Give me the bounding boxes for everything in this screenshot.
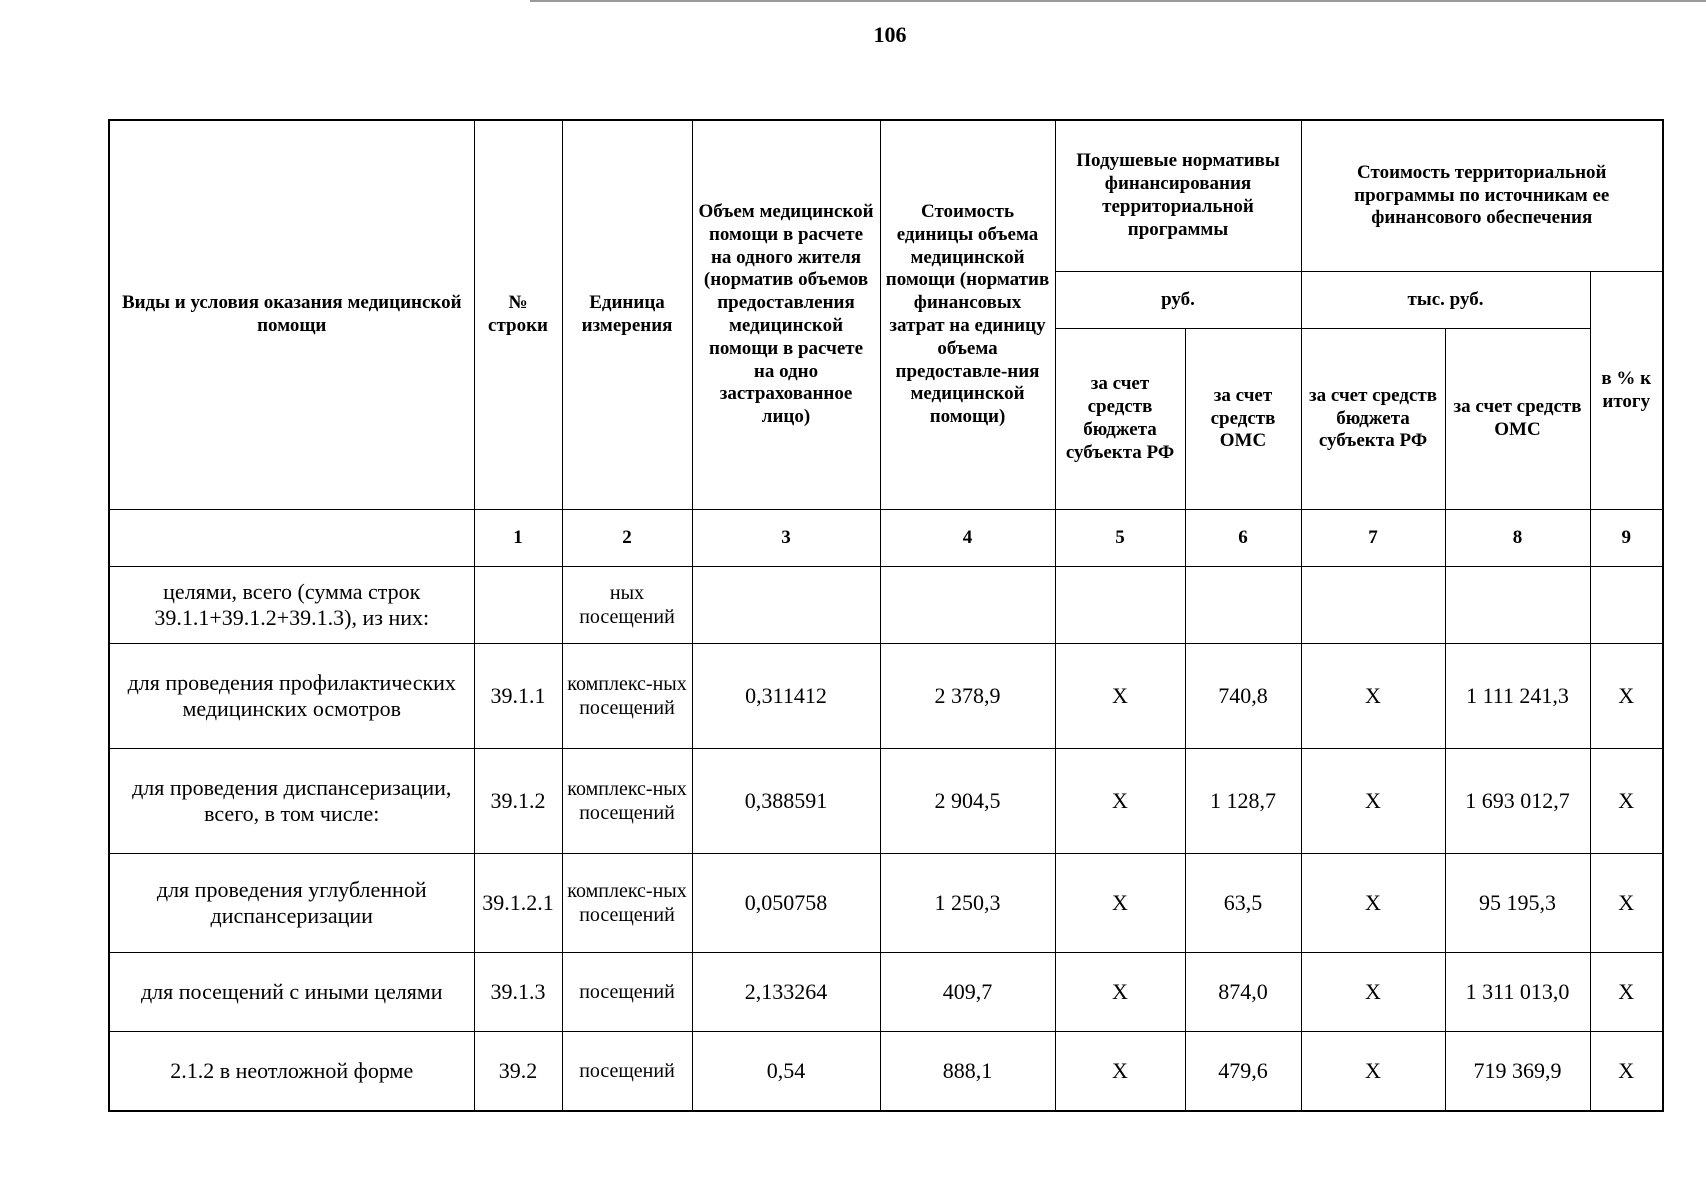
cell-unit-cost: 888,1 — [880, 1032, 1055, 1112]
cell-unit-cost: 409,7 — [880, 953, 1055, 1032]
cell-unit-cost: 1 250,3 — [880, 854, 1055, 953]
cell-volume: 0,54 — [692, 1032, 880, 1112]
cell-oms-b: 1 693 012,7 — [1445, 749, 1590, 854]
cell-oms-b: 719 369,9 — [1445, 1032, 1590, 1112]
cell-oms-a — [1185, 567, 1301, 644]
cell-row-number: 39.1.2 — [474, 749, 562, 854]
cell-volume: 0,311412 — [692, 644, 880, 749]
financing-table — [108, 119, 1664, 1112]
table-row — [109, 749, 1663, 854]
header-percent: в % к итогу — [1590, 272, 1663, 510]
cell-percent — [1590, 567, 1663, 644]
cell-oms-b — [1445, 567, 1590, 644]
table-row — [109, 644, 1663, 749]
top-rule — [530, 0, 1706, 2]
cell-row-number: 39.1.1 — [474, 644, 562, 749]
header-unit-cost: Стоимость единицы объема медицинской помощи (норматив финансовых затрат на единицу объема предоставле-ния медицинской помощи) — [880, 120, 1055, 510]
col-number: 4 — [880, 510, 1055, 567]
cell-unit: ных посещений — [562, 567, 692, 644]
table-row — [109, 854, 1663, 953]
cell-row-number: 39.1.3 — [474, 953, 562, 1032]
header-thousand-rub: тыс. руб. — [1301, 272, 1590, 329]
col-number: 1 — [474, 510, 562, 567]
cell-budget-b: X — [1301, 953, 1445, 1032]
table-row — [109, 567, 1663, 644]
cell-budget-a: X — [1055, 953, 1185, 1032]
cell-unit: комплекс-ных посещений — [562, 644, 692, 749]
header-per-capita-norms: Подушевые нормативы финансирования территориальной программы — [1055, 120, 1301, 272]
cell-row-number: 39.2 — [474, 1032, 562, 1112]
header-kinds: Виды и условия оказания медицинской помощи — [109, 120, 474, 510]
cell-unit-cost — [880, 567, 1055, 644]
cell-oms-b: 1 111 241,3 — [1445, 644, 1590, 749]
cell-budget-a: X — [1055, 1032, 1185, 1112]
cell-unit: комплекс-ных посещений — [562, 854, 692, 953]
cell-budget-a: X — [1055, 854, 1185, 953]
cell-oms-b: 95 195,3 — [1445, 854, 1590, 953]
cell-budget-a: X — [1055, 644, 1185, 749]
table-row — [109, 953, 1663, 1032]
header-oms-b: за счет средств ОМС — [1445, 329, 1590, 510]
cell-budget-b: X — [1301, 749, 1445, 854]
cell-budget-b: X — [1301, 1032, 1445, 1112]
cell-percent: X — [1590, 854, 1663, 953]
cell-oms-a: 874,0 — [1185, 953, 1301, 1032]
cell-kind: целями, всего (сумма строк 39.1.1+39.1.2+39.1.3), из них: — [109, 567, 474, 644]
cell-kind: для проведения углубленной диспансеризации — [109, 854, 474, 953]
cell-budget-a: X — [1055, 749, 1185, 854]
header-budget-b: за счет средств бюджета субъекта РФ — [1301, 329, 1445, 510]
cell-unit: посещений — [562, 1032, 692, 1112]
cell-percent: X — [1590, 749, 1663, 854]
cell-kind: для посещений с иными целями — [109, 953, 474, 1032]
header-unit: Единица измерения — [562, 120, 692, 510]
col-number — [109, 510, 474, 567]
cell-row-number — [474, 567, 562, 644]
cell-kind: для проведения диспансеризации, всего, в том числе: — [109, 749, 474, 854]
cell-budget-b: X — [1301, 854, 1445, 953]
header-oms-a: за счет средств ОМС — [1185, 329, 1301, 510]
cell-volume: 0,388591 — [692, 749, 880, 854]
cell-oms-a: 1 128,7 — [1185, 749, 1301, 854]
col-number: 9 — [1590, 510, 1663, 567]
table-row — [109, 1032, 1663, 1112]
cell-unit: комплекс-ных посещений — [562, 749, 692, 854]
cell-kind: 2.1.2 в неотложной форме — [109, 1032, 474, 1112]
cell-unit: посещений — [562, 953, 692, 1032]
cell-oms-a: 740,8 — [1185, 644, 1301, 749]
cell-oms-b: 1 311 013,0 — [1445, 953, 1590, 1032]
col-number: 6 — [1185, 510, 1301, 567]
header-rub: руб. — [1055, 272, 1301, 329]
cell-percent: X — [1590, 644, 1663, 749]
col-number: 8 — [1445, 510, 1590, 567]
cell-budget-b — [1301, 567, 1445, 644]
cell-unit-cost: 2 378,9 — [880, 644, 1055, 749]
cell-percent: X — [1590, 1032, 1663, 1112]
page-number: 106 — [873, 22, 907, 47]
cell-volume: 2,133264 — [692, 953, 880, 1032]
col-number: 7 — [1301, 510, 1445, 567]
cell-percent: X — [1590, 953, 1663, 1032]
header-volume: Объем медицинской помощи в расчете на одного жителя (норматив объемов предоставления медицинской помощи в расчете на одно застрахованное лицо) — [692, 120, 880, 510]
cell-budget-b: X — [1301, 644, 1445, 749]
cell-unit-cost: 2 904,5 — [880, 749, 1055, 854]
cell-oms-a: 63,5 — [1185, 854, 1301, 953]
col-number: 5 — [1055, 510, 1185, 567]
cell-row-number: 39.1.2.1 — [474, 854, 562, 953]
cell-kind: для проведения профилактических медицинских осмотров — [109, 644, 474, 749]
col-number: 2 — [562, 510, 692, 567]
header-program-cost: Стоимость территориальной программы по источникам ее финансового обеспечения — [1301, 120, 1663, 272]
cell-volume: 0,050758 — [692, 854, 880, 953]
cell-oms-a: 479,6 — [1185, 1032, 1301, 1112]
cell-budget-a — [1055, 567, 1185, 644]
header-budget-a: за счет средств бюджета субъекта РФ — [1055, 329, 1185, 510]
col-number: 3 — [692, 510, 880, 567]
cell-volume — [692, 567, 880, 644]
header-row-number: № строки — [474, 120, 562, 510]
